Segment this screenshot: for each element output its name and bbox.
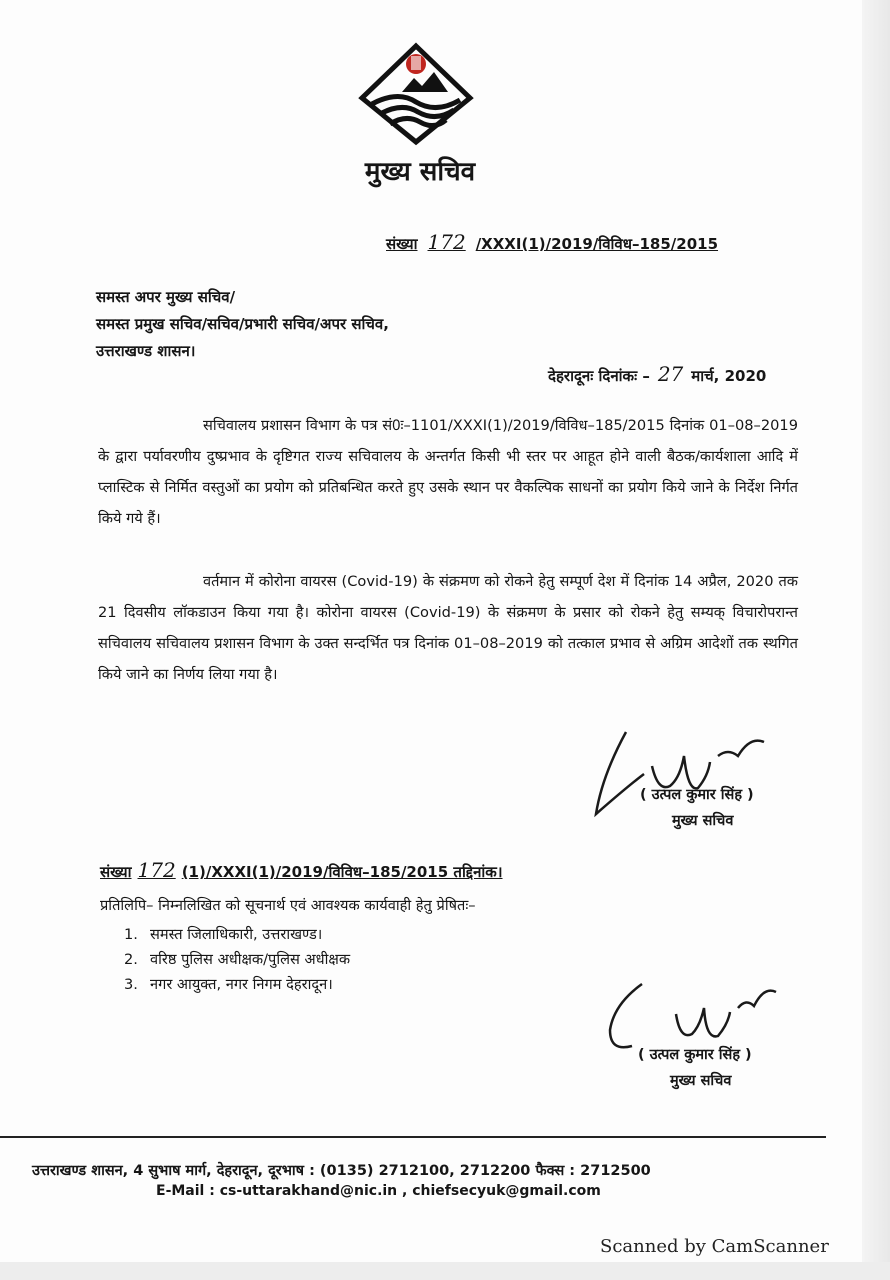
copy-reference-label: संख्या	[100, 863, 132, 881]
addressee-line: समस्त प्रमुख सचिव/सचिव/प्रभारी सचिव/अपर सचिव,	[96, 315, 389, 333]
copy-reference-code: (1)/XXXI(1)/2019/विविध–185/2015 तद्दिनांक।	[181, 863, 503, 881]
uttarakhand-emblem-logo	[358, 42, 474, 148]
footer-divider	[0, 1136, 826, 1138]
addressee-line: समस्त अपर मुख्य सचिव/	[96, 288, 236, 306]
date-month-year: मार्च, 2020	[691, 367, 767, 385]
copy-reference-number	[100, 858, 503, 882]
signatory-2-block	[638, 1042, 808, 1094]
scan-bottom-band	[0, 1262, 890, 1280]
copy-to-list	[124, 922, 350, 997]
signatory-block	[640, 782, 810, 834]
addressee-line: उत्तराखण्ड शासन।	[96, 342, 196, 360]
reference-number	[386, 230, 718, 254]
list-item: 2. वरिष्ठ पुलिस अधीक्षक/पुलिस अधीक्षक	[124, 951, 351, 968]
date-prefix: देहरादूनः दिनांकः –	[548, 367, 650, 385]
reference-handwritten-number: 172	[427, 230, 466, 254]
scan-edge-shadow	[862, 0, 890, 1280]
list-item: 1. समस्त जिलाधिकारी, उत्तराखण्ड।	[124, 926, 323, 943]
scanner-watermark: Scanned by CamScanner	[600, 1236, 829, 1257]
reference-code: /XXXI(1)/2019/विविध–185/2015	[475, 235, 719, 253]
list-item: 3. नगर आयुक्त, नगर निगम देहरादून।	[124, 976, 333, 993]
signatory-name: ( उत्पल कुमार सिंह )	[640, 787, 754, 803]
body-paragraph-2: वर्तमान में कोरोना वायरस (Covid-19) के संक्रमण को रोकने हेतु सम्पूर्ण देश में दिनांक 14 अप्रैल, 2020 तक 21 दिवसीय लॉकडाउन किया गया है। कोरोना वायरस (Covid-19) के संक्रमण के प्रसार को रोकने हेतु सम्यक् विचारोपरान्त सचिवालय सचिवालय प्रशासन विभाग के उक्त सन्दर्भित पत्र दिनांक 01–08–2019 को तत्काल प्रभाव से अग्रिम आदेशों तक स्थगित किये जाने का निर्णय लिया गया है।	[98, 573, 798, 683]
footer-email: E-Mail : cs-uttarakhand@nic.in , chiefsecyuk@gmail.com	[156, 1183, 601, 1199]
dateline	[548, 362, 766, 386]
signatory-2-name: ( उत्पल कुमार सिंह )	[638, 1047, 752, 1063]
page-title: मुख्य सचिव	[364, 157, 476, 187]
footer-address: उत्तराखण्ड शासन, 4 सुभाष मार्ग, देहरादून, दूरभाष : (0135) 2712100, 2712200 फैक्स : 2712500	[32, 1163, 651, 1179]
copy-reference-handwritten-number: 172	[137, 858, 176, 882]
signatory-2-designation: मुख्य सचिव	[670, 1073, 732, 1089]
reference-label: संख्या	[386, 235, 418, 253]
body-paragraph-1: सचिवालय प्रशासन विभाग के पत्र सं0ः–1101/XXXI(1)/2019/विविध–185/2015 दिनांक 01–08–2019 के द्वारा पर्यावरणीय दुष्प्रभाव के दृष्टिगत राज्य सचिवालय के अन्तर्गत किसी भी स्तर पर आहूत होने वाली बैठक/कार्यशाला आदि में प्लास्टिक से निर्मित वस्तुओं का प्रयोग को प्रतिबन्धित करते हुए उसके स्थान पर वैकल्पिक साधनों का प्रयोग किये जाने के निर्देश निर्गत किये गये हैं।	[98, 417, 798, 527]
signatory-designation: मुख्य सचिव	[672, 813, 734, 829]
date-handwritten-day: 27	[657, 362, 684, 386]
addressee-block	[96, 284, 389, 365]
copy-to-intro: प्रतिलिपि– निम्नलिखित को सूचनार्थ एवं आवश्यक कार्यवाही हेतु प्रेषितः–	[100, 897, 476, 914]
